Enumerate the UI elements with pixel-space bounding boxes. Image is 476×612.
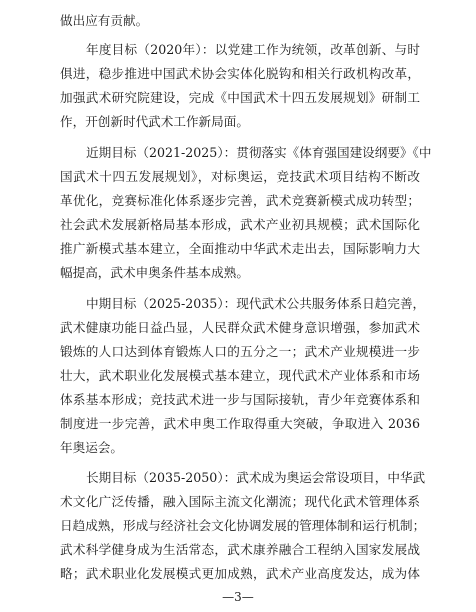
body-text-line: 武术科学健身成为生活常态，武术康养融合工程纳入国家发展战 xyxy=(60,542,420,557)
short-term-goal-label: 近期目标（2021-2025）： xyxy=(86,145,237,160)
body-text-line: 术文化广泛传播，融入国际主流文化潮流；现代化武术管理体系 xyxy=(60,494,420,509)
body-text-line: 壮大，武术职业化发展模式基本建立，现代武术产业体系和市场 xyxy=(60,368,420,383)
annual-goal-label: 年度目标（2020年）： xyxy=(86,42,215,57)
body-text-line: 体系基本形成；竞技武术进一步与国际接轨，青少年竞赛体系和 xyxy=(60,392,420,407)
body-text-line: 革优化，竞赛标准化体系逐步完善，武术竞赛新模式成功转型； xyxy=(60,193,420,208)
body-text-line: 武术健康功能日益凸显，人民群众武术健身意识增强，参加武术 xyxy=(60,320,420,335)
body-text-line: 加强武术研究院建设，完成《中国武术十四五发展规划》研制工 xyxy=(60,90,420,105)
body-text-line: 俱进，稳步推进中国武术协会实体化脱钩和相关行政机构改革， xyxy=(60,66,420,81)
body-text-line: 作，开创新时代武术工作新局面。 xyxy=(60,114,249,129)
body-text-line: 锻炼的人口达到体育锻炼人口的五分之一；武术产业规模进一步 xyxy=(60,344,420,359)
body-text-line: 幅提高，武术申奥条件基本成熟。 xyxy=(60,265,249,280)
body-text-line: 社会武术发展新格局基本形成，武术产业初具规模；武术国际化 xyxy=(60,217,420,232)
body-text-line: 推广新模式基本建立，全面推动中华武术走出去，国际影响力大 xyxy=(60,241,420,256)
body-text-line: 年奥运会。 xyxy=(60,440,123,455)
paragraph-annual-goal-line: 年度目标（2020年）：以党建工作为统领，改革创新、与时 xyxy=(86,42,420,57)
body-text-line: 日趋成熟，形成与经济社会文化协调发展的管理体制和运行机制； xyxy=(60,518,426,533)
long-term-goal-label: 长期目标（2035-2050）： xyxy=(86,470,237,485)
body-text-line: 做出应有贡献。 xyxy=(60,13,149,28)
body-text-line: 国武术十四五发展规划》，对标奥运，竞技武术项目结构不断改 xyxy=(60,169,420,184)
body-text-line: 制度进一步完善，武术申奥工作取得重大突破，争取进入 2036 xyxy=(60,416,420,431)
page-number: —3— xyxy=(222,590,254,604)
mid-term-goal-label: 中期目标（2025-2035）： xyxy=(86,296,237,311)
paragraph-mid-term-goal-line: 中期目标（2025-2035）：现代武术公共服务体系日趋完善， xyxy=(86,296,426,311)
paragraph-long-term-goal-line: 长期目标（2035-2050）：武术成为奥运会常设项目，中华武 xyxy=(86,470,426,485)
paragraph-short-term-goal-line: 近期目标（2021-2025）：贯彻落实《体育强国建设纲要》《中 xyxy=(86,145,432,160)
body-text-line: 略；武术职业化发展模式更加成熟，武术产业高度发达，成为体 xyxy=(60,566,420,581)
